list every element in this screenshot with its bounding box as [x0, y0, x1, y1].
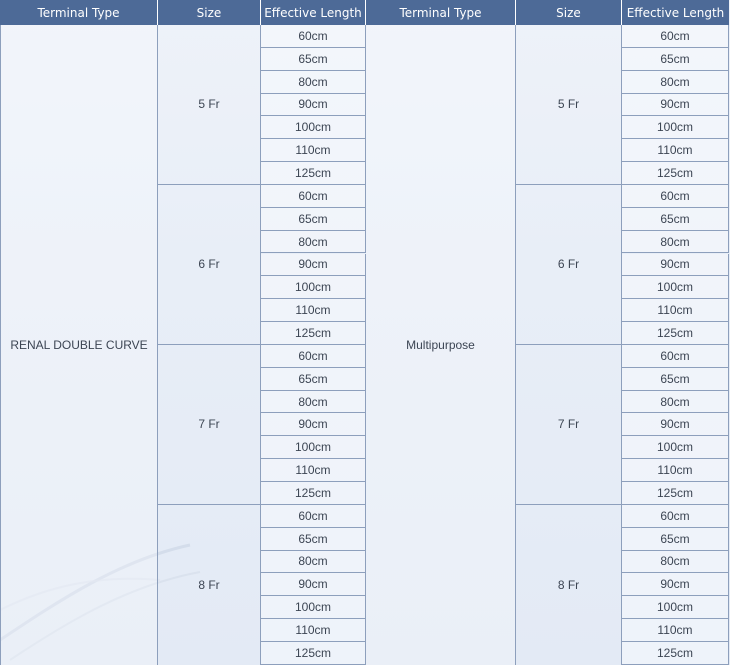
effective-length-cell: 65cm — [261, 368, 366, 391]
effective-length-cell: 125cm — [261, 642, 366, 665]
effective-length-cell: 125cm — [261, 162, 366, 185]
column-header: Terminal Type — [0, 0, 158, 25]
effective-length-cell: 100cm — [622, 116, 729, 139]
effective-length-cell: 125cm — [622, 482, 729, 505]
effective-length-cell: 80cm — [622, 231, 729, 254]
effective-length-cell: 100cm — [261, 596, 366, 619]
effective-length-cell: 80cm — [261, 231, 366, 254]
effective-length-cell: 90cm — [261, 254, 366, 277]
effective-length-cell: 100cm — [261, 436, 366, 459]
terminal-type-cell: RENAL DOUBLE CURVE — [0, 25, 158, 665]
effective-length-cell: 125cm — [622, 642, 729, 665]
effective-length-cell: 100cm — [261, 276, 366, 299]
effective-length-cell: 60cm — [622, 185, 729, 208]
size-cell: 5 Fr — [516, 25, 622, 185]
effective-length-cell: 125cm — [261, 482, 366, 505]
effective-length-cell: 80cm — [622, 71, 729, 94]
effective-length-cell: 110cm — [261, 299, 366, 322]
size-cell: 7 Fr — [158, 345, 261, 505]
size-cell: 8 Fr — [516, 505, 622, 665]
effective-length-cell: 90cm — [622, 413, 729, 436]
effective-length-cell: 65cm — [622, 48, 729, 71]
effective-length-cell: 125cm — [261, 322, 366, 345]
column-header: Effective Length — [622, 0, 729, 25]
effective-length-cell: 60cm — [261, 345, 366, 368]
effective-length-cell: 110cm — [622, 299, 729, 322]
size-cell: 6 Fr — [516, 185, 622, 345]
column-header: Terminal Type — [366, 0, 516, 25]
effective-length-cell: 60cm — [261, 185, 366, 208]
effective-length-cell: 110cm — [261, 459, 366, 482]
effective-length-cell: 110cm — [261, 619, 366, 642]
effective-length-cell: 80cm — [261, 551, 366, 574]
effective-length-cell: 90cm — [261, 573, 366, 596]
effective-length-cell: 100cm — [261, 116, 366, 139]
effective-length-cell: 65cm — [622, 368, 729, 391]
effective-length-cell: 65cm — [261, 208, 366, 231]
effective-length-cell: 100cm — [622, 596, 729, 619]
effective-length-cell: 100cm — [622, 436, 729, 459]
effective-length-cell: 60cm — [261, 25, 366, 48]
column-header: Effective Length — [261, 0, 366, 25]
effective-length-cell: 60cm — [622, 505, 729, 528]
effective-length-cell: 110cm — [622, 139, 729, 162]
effective-length-cell: 100cm — [622, 276, 729, 299]
effective-length-cell: 90cm — [261, 94, 366, 117]
effective-length-cell: 80cm — [261, 391, 366, 414]
effective-length-cell: 125cm — [622, 162, 729, 185]
effective-length-cell: 110cm — [261, 139, 366, 162]
column-header: Size — [516, 0, 622, 25]
effective-length-cell: 65cm — [622, 208, 729, 231]
effective-length-cell: 90cm — [261, 413, 366, 436]
effective-length-cell: 65cm — [622, 528, 729, 551]
effective-length-cell: 65cm — [261, 528, 366, 551]
effective-length-cell: 90cm — [622, 94, 729, 117]
effective-length-cell: 90cm — [622, 573, 729, 596]
terminal-type-cell: Multipurpose — [366, 25, 516, 665]
effective-length-cell: 60cm — [622, 345, 729, 368]
effective-length-cell: 60cm — [261, 505, 366, 528]
effective-length-cell: 60cm — [622, 25, 729, 48]
effective-length-cell: 90cm — [622, 254, 729, 277]
column-header: Size — [158, 0, 261, 25]
effective-length-cell: 110cm — [622, 459, 729, 482]
effective-length-cell: 80cm — [622, 391, 729, 414]
effective-length-cell: 65cm — [261, 48, 366, 71]
effective-length-cell: 80cm — [261, 71, 366, 94]
size-cell: 7 Fr — [516, 345, 622, 505]
effective-length-cell: 110cm — [622, 619, 729, 642]
size-cell: 5 Fr — [158, 25, 261, 185]
effective-length-cell: 80cm — [622, 551, 729, 574]
size-cell: 8 Fr — [158, 505, 261, 665]
size-cell: 6 Fr — [158, 185, 261, 345]
effective-length-cell: 125cm — [622, 322, 729, 345]
